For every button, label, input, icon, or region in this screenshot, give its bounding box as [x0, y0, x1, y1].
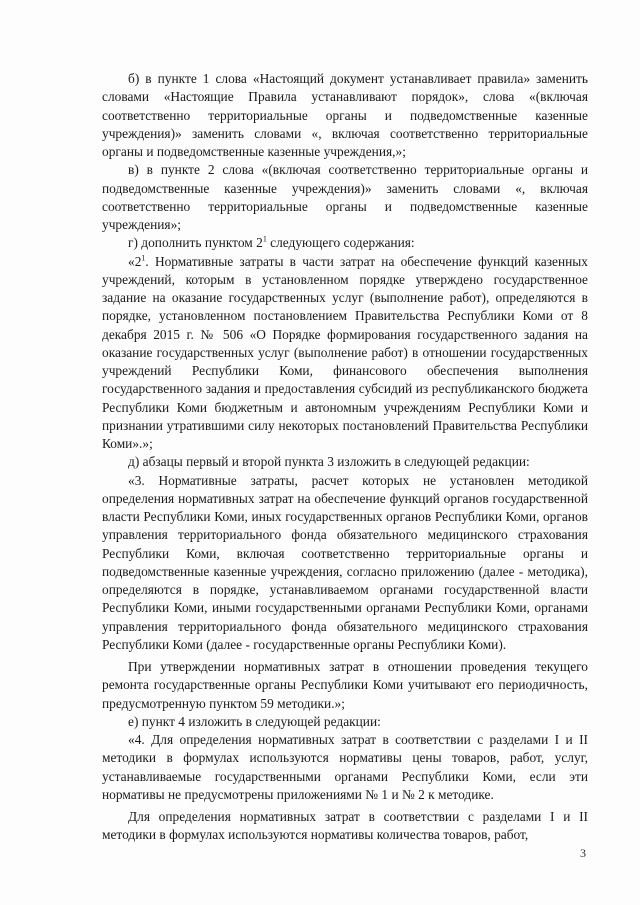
- g-intro-post: следующего содержания:: [266, 235, 415, 251]
- g-text-post: . Нормативные затраты в части затрат на обеспечение функций казенных учреждений, которым в установленном порядке утверждено государственное задание на оказание государственных услуг (выполнение работ), определяются в порядке, установленном постановлением Правительства Республики Коми от 8 декабря 2015 г. № 506 «О Порядке формирования государственного задания на оказание государственных услуг (выполнение работ) в отношении государственных учреждений Республики Коми, финансового обеспечения выполнения государственного задания и предоставления субсидий из республиканского бюджета Республики Коми бюджетным и автономным учреждениям Республики Коми и признании утратившими силу некоторых постановлений Правительства Республики Коми».»;: [102, 253, 588, 451]
- paragraph-d: д) абзацы первый и второй пункта 3 изложить в следующей редакции:: [128, 454, 530, 470]
- paragraph-d-text2: При утверждении нормативных затрат в отношении проведения текущего ремонта государственные органы Республики Коми учитывают его периодичность, предусмотренную пунктом 59 методики.»;: [102, 659, 588, 711]
- paragraph-g-intro: [102, 234, 588, 252]
- paragraph-g-text: [102, 253, 588, 454]
- paragraph-e-text: «4. Для определения нормативных затрат в соответствии с разделами I и II методики в формулах используются нормативы цены товаров, работ, услуг, устанавливаемые государственными органами Республики Коми, если эти нормативы не предусмотрены приложениями № 1 и № 2 к методике.: [102, 732, 588, 802]
- g-text-pre: «2: [128, 253, 142, 269]
- paragraph-e: е) пункт 4 изложить в следующей редакции:: [128, 713, 381, 729]
- paragraph-e-text2: Для определения нормативных затрат в соответствии с разделами I и II методики в формулах используются нормативы количества товаров, работ,: [102, 809, 588, 843]
- paragraph-v: в) в пункте 2 слова «(включая соответственно территориальные органы и подведомственные казенные учреждения)» заменить словами «, включая соответственно территориальные органы и подведомственные казенные учреждения»;: [102, 162, 588, 232]
- g-intro-sup: 1: [262, 234, 267, 244]
- g-text-sup: 1: [141, 253, 146, 263]
- document-body: [102, 70, 588, 845]
- paragraph-d-text: «3. Нормативные затраты, расчет которых не установлен методикой определения нормативных затрат на обеспечение функций органов государственной власти Республики Коми, иных государственных органов Республики Коми, органов управления территориального фонда обязательного медицинского страхования Республики Коми, включая соответственно территориальные органы и подведомственные казенные учреждения, согласно приложению (далее - методика), определяются в порядке, устанавливаемом органами государственной власти Республики Коми, иными государственными органами Республики Коми, органами управления территориального фонда обязательного медицинского страхования Республики Коми (далее - государственные органы Республики Коми).: [102, 472, 588, 652]
- g-intro-pre: г) дополнить пунктом 2: [128, 235, 263, 251]
- page-number: 3: [580, 846, 586, 860]
- paragraph-b: б) в пункте 1 слова «Настоящий документ устанавливает правила» заменить словами «Настоящие Правила устанавливают порядок», слова «(включая соответственно территориальные органы и подведомственные казенные учреждения)» заменить словами «, включая соответственно территориальные органы и подведомственные казенные учреждения,»;: [102, 71, 588, 159]
